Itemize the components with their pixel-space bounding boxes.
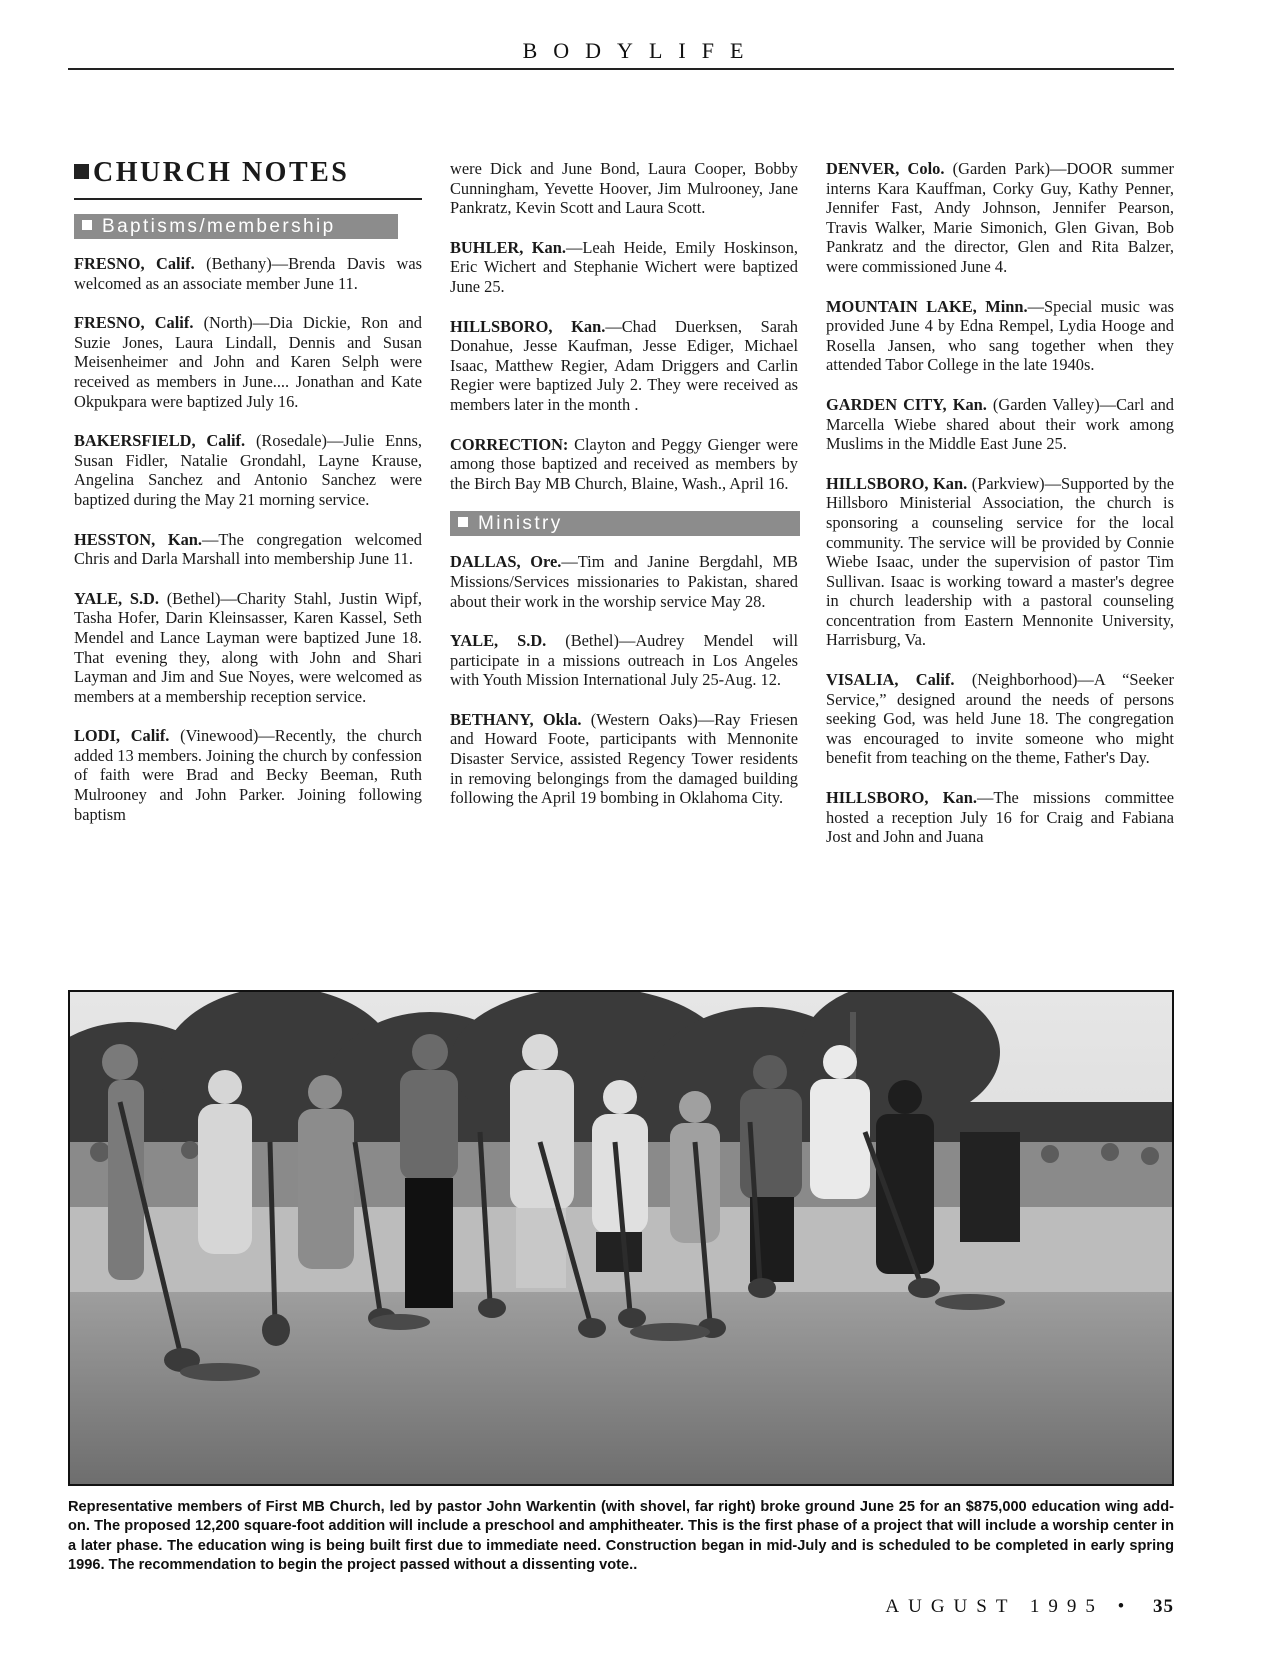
continued-note: were Dick and June Bond, Laura Cooper, Bobby Cunningham, Yevette Hoover, Jim Mulrooney, Jane Pankratz, Kevin Scott and Laura Scott. [450,159,798,218]
subhead-ministry [450,511,800,536]
church-note [74,530,422,569]
note-place: HILLSBORO, Kan. [826,788,977,808]
subhead-text: Baptisms/membership [102,216,336,237]
square-bullet-icon [82,220,92,230]
page-number: 35 [1153,1596,1174,1617]
church-note [450,710,798,808]
note-place: CORRECTION: [450,434,569,454]
church-note [826,159,1174,277]
note-place: HILLSBORO, Kan. [826,473,968,493]
note-text: —The congregation welcomed Chris and Darla Marshall into membership June 11. [74,529,422,569]
note-place: GARDEN CITY, Kan. [826,394,987,414]
note-text: (Bethel)—Audrey Mendel will participate in a missions outreach in Los Angeles with Youth Mission International July 25-Aug. 12. [450,631,798,690]
note-text: (Bethany)—Brenda Davis was welcomed as an associate member June 11. [74,254,422,293]
church-note [826,670,1174,768]
church-note [826,297,1174,375]
note-text: (Rosedale)—Julie Enns, Susan Fidler, Natalie Grondahl, Layne Krause, Angelina Sanchez and Antonio Sanchez were baptized during the May 21 morning service. [74,431,423,509]
section-heading-text: CHURCH NOTES [93,157,350,188]
church-note [450,631,798,690]
church-note [74,313,422,411]
note-place: VISALIA, Calif. [826,670,955,690]
header-rule [68,68,1174,70]
column-3 [826,159,1174,867]
note-place: BAKERSFIELD, Calif. [74,431,246,451]
church-note [826,474,1174,650]
church-note [450,317,798,415]
church-note [450,238,798,297]
footer-bullet: • [1117,1596,1134,1617]
church-note [74,589,422,707]
note-text: (Neighborhood)—A “Seeker Service,” designed around the needs of persons seeking God, was held June 18. The congregation was encouraged to invite someone who might benefit from teaching on the theme, Father's Day. [826,670,1174,768]
church-note [74,254,422,293]
page-footer [885,1596,1174,1618]
square-bullet-icon [458,517,468,527]
church-note [74,431,422,509]
note-place: YALE, S.D. [74,588,159,608]
church-note [450,552,798,611]
note-text: (North)—Dia Dickie, Ron and Suzie Jones, Laura Lindall, Dennis and Susan Meisenheimer and John and Karen Selph were received as members in June.... Jonathan and Kate Okpukpara were baptized July 16. [74,313,422,411]
note-place: DALLAS, Ore. [450,552,562,572]
note-place: MOUNTAIN LAKE, Minn. [826,296,1028,316]
note-text: (Garden Park)—DOOR summer interns Kara Kauffman, Corky Guy, Kathy Penner, Jennifer Fast, Andy Johnson, Jennifer Pearson, Travis Walker, Marie Simonich, Glen Givan, Bob Pankratz and the director, Glen and Rita Balzer, were commissioned June 4. [826,159,1174,276]
running-header: BODYLIFE [522,38,760,63]
note-text: —Tim and Janine Bergdahl, MB Missions/Services missionaries to Pakistan, shared about their work in the worship service May 28. [450,552,798,611]
note-text: (Western Oaks)—Ray Friesen and Howard Foote, participants with Mennonite Disaster Service, assisted Regency Tower residents in removing belongings from the damaged building following the April 19 bombing in Oklahoma City. [450,709,799,808]
subhead-text: Ministry [478,513,563,535]
note-place: DENVER, Colo. [826,159,945,178]
note-place: FRESNO, Calif. [74,254,195,273]
note-text: Clayton and Peggy Gienger were among those baptized and received as members by the Birch Bay MB Church, Blaine, Wash., April 16. [450,434,798,493]
church-note [74,726,422,824]
church-note [826,395,1174,454]
note-text: —Special music was provided June 4 by Edna Rempel, Lydia Hooge and Rosella Jansen, who sang together when they attended Tabor College in the late 1940s. [826,296,1174,375]
groundbreaking-photo [68,990,1174,1486]
note-text: (Vinewood)—Recently, the church added 13 members. Joining the church by confession of faith were Brad and Becky Beeman, Ruth Mulrooney and John Parker. Joining following baptism [74,726,422,824]
note-text: (Garden Valley)—Carl and Marcella Wiebe shared about their work among Muslims in the Middle East June 25. [826,394,1174,454]
photo-caption: Representative members of First MB Church, led by pastor John Warkentin (with shovel, far right) broke ground June 25 for an $875,000 education wing add-on. The proposed 12,200 square-foot addition will include a preschool and amphitheater. This is the first phase of a project that will include a worship center in a later phase. The education wing is being built first due to immediate need. Construction began in mid-July and is scheduled to be completed in early spring 1996. The recommendation to begin the project passed without a dissenting vote.. [68,1499,1174,1574]
church-note [450,435,798,494]
note-text: (Bethel)—Charity Stahl, Justin Wipf, Tasha Hofer, Darin Kleinsasser, Karen Kassel, Seth Mendel and Lance Layman were baptized June 18. That evening they, along with John and Shari Layman and Jim and Sue Noyes, were welcomed as members at a membership reception service. [74,588,422,706]
section-heading [74,158,422,200]
lectern [960,1132,1020,1242]
note-place: LODI, Calif. [74,726,170,746]
note-text: —Leah Heide, Emily Hoskinson, Eric Wichert and Stephanie Wichert were baptized June 25. [450,237,798,296]
note-text: —Chad Duerksen, Sarah Donahue, Jesse Kaufman, Jesse Ediger, Michael Isaac, Matthew Regier, Adam Driggers and Carlin Regier were baptized July 2. They were received as members later in the month . [450,316,798,414]
subhead-baptisms-membership [74,214,398,239]
column-1 [74,158,422,844]
note-place: BETHANY, Okla. [450,709,582,729]
note-place: HILLSBORO, Kan. [450,316,606,336]
square-bullet-icon [74,164,89,179]
issue-date: AUGUST 1995 [885,1596,1104,1617]
church-note [826,788,1174,847]
note-place: HESSTON, Kan. [74,529,202,549]
note-place: YALE, S.D. [450,631,547,651]
note-text: —The missions committee hosted a reception July 16 for Craig and Fabiana Jost and John and Juana [826,788,1174,847]
note-place: BUHLER, Kan. [450,237,566,257]
column-2 [450,159,798,828]
photo-illustration [70,992,1172,1484]
note-place: FRESNO, Calif. [74,313,194,333]
note-text: (Parkview)—Supported by the Hillsboro Ministerial Association, the church is sponsoring a counseling service for the local community. The service will be provided by Connie Wiebe Isaac, under the supervision of pastor Tim Sullivan. Isaac is working toward a master's degree in church leadership with a pastoral counseling concentration from Eastern Mennonite University, Harrisburg, Va. [826,473,1174,650]
